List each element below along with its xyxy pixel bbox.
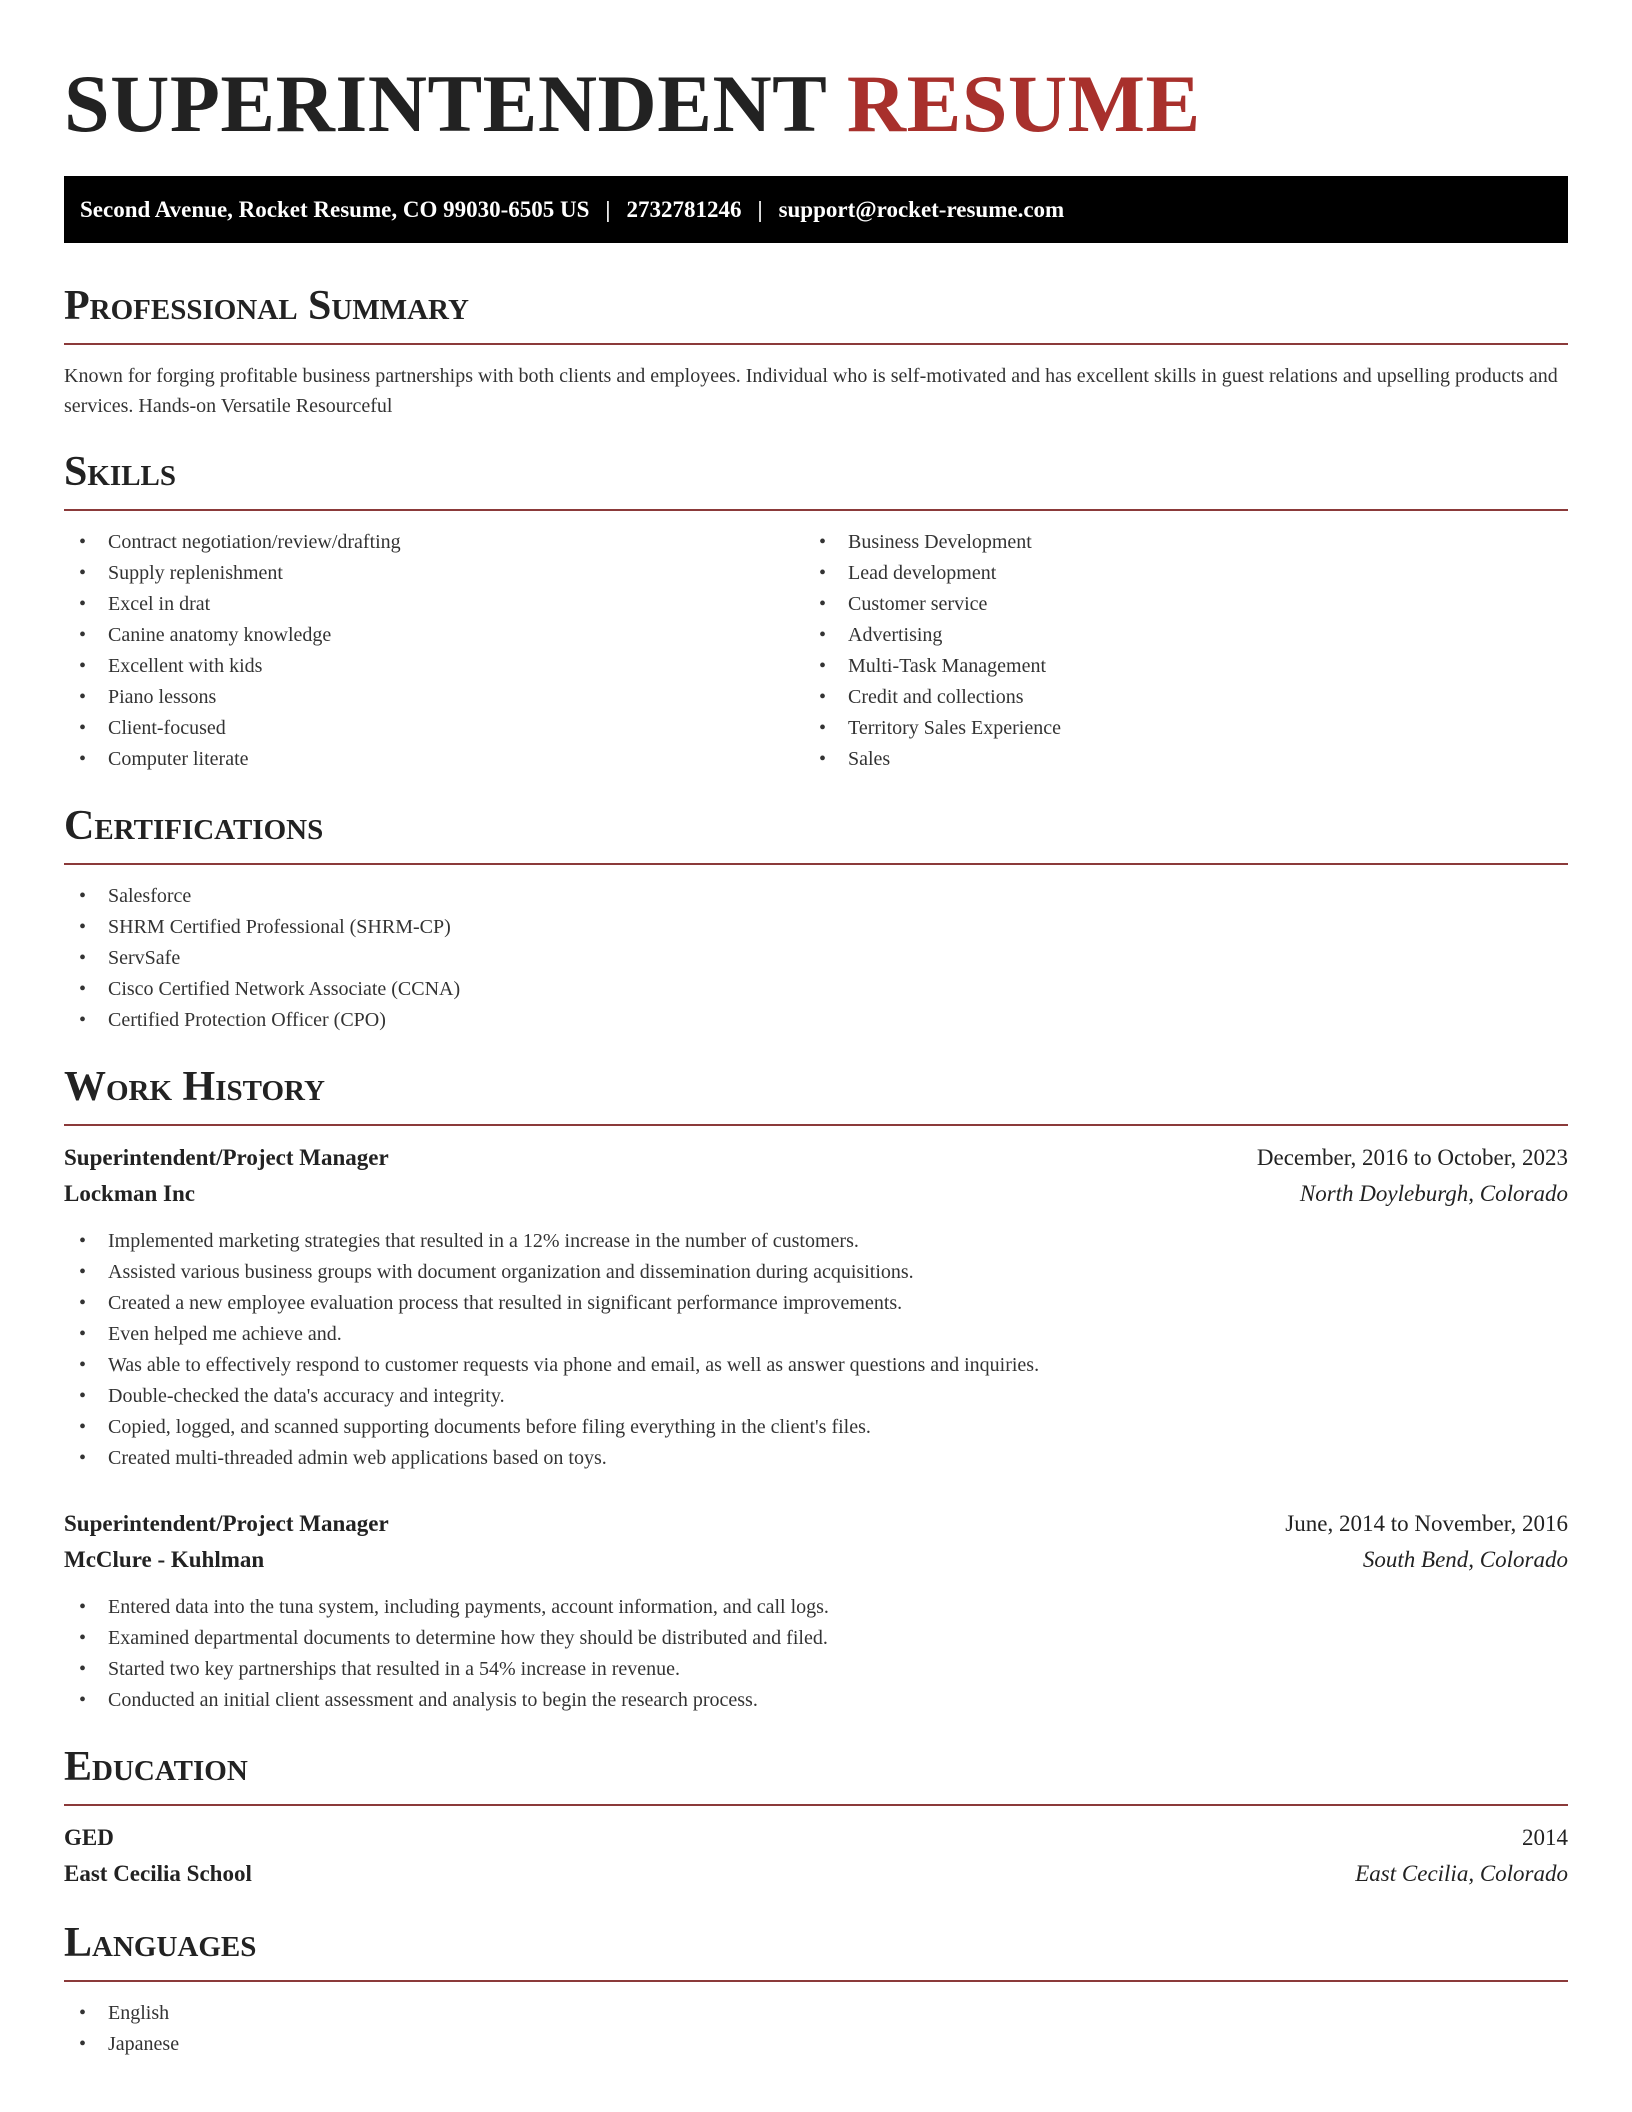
skill-item: • Multi-Task Management — [804, 651, 1544, 682]
section-divider — [64, 509, 1568, 511]
job-company: Lockman Inc — [64, 1181, 195, 1206]
contact-address: Second Avenue, Rocket Resume, CO 99030-6505 US — [80, 196, 590, 222]
skill-item: • Contract negotiation/review/drafting — [64, 527, 804, 558]
education-section — [64, 1742, 1568, 1892]
education-degree-row — [64, 1820, 1568, 1856]
job-bullet: • Created a new employee evaluation process that resulted in significant performance improvements. — [64, 1288, 1568, 1319]
languages-list — [64, 1998, 1568, 2060]
job-bullet: • Assisted various business groups with document organization and dissemination during acquisitions. — [64, 1257, 1568, 1288]
skill-item: • Canine anatomy knowledge — [64, 620, 804, 651]
language-item: • Japanese — [64, 2029, 1568, 2060]
skills-list-left — [64, 527, 804, 775]
contact-separator: | — [757, 196, 763, 222]
skill-item: • Excel in drat — [64, 589, 804, 620]
contact-phone: 2732781246 — [626, 196, 742, 222]
job-header-row — [64, 1140, 1568, 1176]
education-heading: Education — [64, 1744, 248, 1790]
work-section — [64, 1062, 1568, 1716]
job-bullet: • Double-checked the data's accuracy and integrity. — [64, 1381, 1568, 1412]
job-bullet: • Even helped me achieve and. — [64, 1319, 1568, 1350]
job-dates: December, 2016 to October, 2023 — [1256, 1145, 1568, 1170]
job-title: Superintendent/Project Manager — [64, 1511, 389, 1536]
job-bullets — [64, 1226, 1568, 1474]
job-bullet: • Copied, logged, and scanned supporting documents before filing everything in the client's files. — [64, 1412, 1568, 1443]
summary-section — [64, 281, 1568, 421]
job-dates: June, 2014 to November, 2016 — [1285, 1511, 1568, 1536]
summary-text: Known for forging profitable business partnerships with both clients and employees. Individual who is self-motivated and has excellent skills in guest relations and upselling products and services. Hands-on Versatile Resourceful — [64, 365, 1558, 417]
job-bullet: • Started two key partnerships that resulted in a 54% increase in revenue. — [64, 1654, 1568, 1685]
job-bullet: • Implemented marketing strategies that resulted in a 12% increase in the number of customers. — [64, 1226, 1568, 1257]
skill-item: • Lead development — [804, 558, 1544, 589]
certifications-heading: Certifications — [64, 803, 324, 849]
skills-heading: Skills — [64, 449, 177, 495]
section-divider — [64, 1980, 1568, 1982]
certification-item: • ServSafe — [64, 943, 1568, 974]
skill-item: • Customer service — [804, 589, 1544, 620]
languages-heading: Languages — [64, 1920, 257, 1966]
section-divider — [64, 1804, 1568, 1806]
skill-item: • Credit and collections — [804, 682, 1544, 713]
job-bullet: • Was able to effectively respond to customer requests via phone and email, as well as answer questions and inquiries. — [64, 1350, 1568, 1381]
contact-separator: | — [605, 196, 611, 222]
education-school-row — [64, 1856, 1568, 1892]
skill-item: • Business Development — [804, 527, 1544, 558]
job-company-row — [64, 1176, 1568, 1212]
section-divider — [64, 343, 1568, 345]
job-company: McClure - Kuhlman — [64, 1547, 265, 1572]
skill-item: • Supply replenishment — [64, 558, 804, 589]
resume-page — [64, 0, 1568, 2060]
job-header-row — [64, 1506, 1568, 1542]
section-divider — [64, 863, 1568, 865]
language-item: • English — [64, 1998, 1568, 2029]
certification-item: • Cisco Certified Network Associate (CCNA) — [64, 974, 1568, 1005]
section-divider — [64, 1124, 1568, 1126]
summary-heading: Professional Summary — [64, 283, 469, 329]
work-heading: Work History — [64, 1064, 325, 1110]
job-location: North Doyleburgh, Colorado — [1299, 1181, 1568, 1206]
job-title: Superintendent/Project Manager — [64, 1145, 389, 1170]
skill-item: • Computer literate — [64, 744, 804, 775]
certifications-section — [64, 801, 1568, 1036]
education-year: 2014 — [1522, 1825, 1568, 1850]
job-bullet: • Entered data into the tuna system, including payments, account information, and call logs. — [64, 1592, 1568, 1623]
skill-item: • Advertising — [804, 620, 1544, 651]
skills-section — [64, 447, 1568, 775]
skills-list-right — [804, 527, 1544, 775]
contact-bar — [64, 176, 1568, 243]
title-accent: RESUME — [846, 58, 1201, 149]
education-entry — [64, 1820, 1568, 1892]
job-company-row — [64, 1542, 1568, 1578]
resume-title — [64, 54, 1568, 154]
languages-section — [64, 1918, 1568, 2060]
skill-item: • Sales — [804, 744, 1544, 775]
education-location: East Cecilia, Colorado — [1355, 1861, 1568, 1886]
skill-item: • Client-focused — [64, 713, 804, 744]
certifications-list — [64, 881, 1568, 1036]
job-entry — [64, 1506, 1568, 1716]
job-entry — [64, 1140, 1568, 1474]
skill-item: • Territory Sales Experience — [804, 713, 1544, 744]
title-main: SUPERINTENDENT — [64, 58, 826, 149]
skills-columns — [64, 527, 1568, 775]
skill-item: • Piano lessons — [64, 682, 804, 713]
job-bullet: • Created multi-threaded admin web applications based on toys. — [64, 1443, 1568, 1474]
certification-item: • Salesforce — [64, 881, 1568, 912]
certification-item: • SHRM Certified Professional (SHRM-CP) — [64, 912, 1568, 943]
education-degree: GED — [64, 1825, 114, 1850]
job-bullet: • Conducted an initial client assessment and analysis to begin the research process. — [64, 1685, 1568, 1716]
skill-item: • Excellent with kids — [64, 651, 804, 682]
certification-item: • Certified Protection Officer (CPO) — [64, 1005, 1568, 1036]
job-bullet: • Examined departmental documents to determine how they should be distributed and filed. — [64, 1623, 1568, 1654]
job-bullets — [64, 1592, 1568, 1716]
education-school: East Cecilia School — [64, 1861, 252, 1886]
contact-email: support@rocket-resume.com — [778, 196, 1065, 222]
job-location: South Bend, Colorado — [1362, 1547, 1568, 1572]
